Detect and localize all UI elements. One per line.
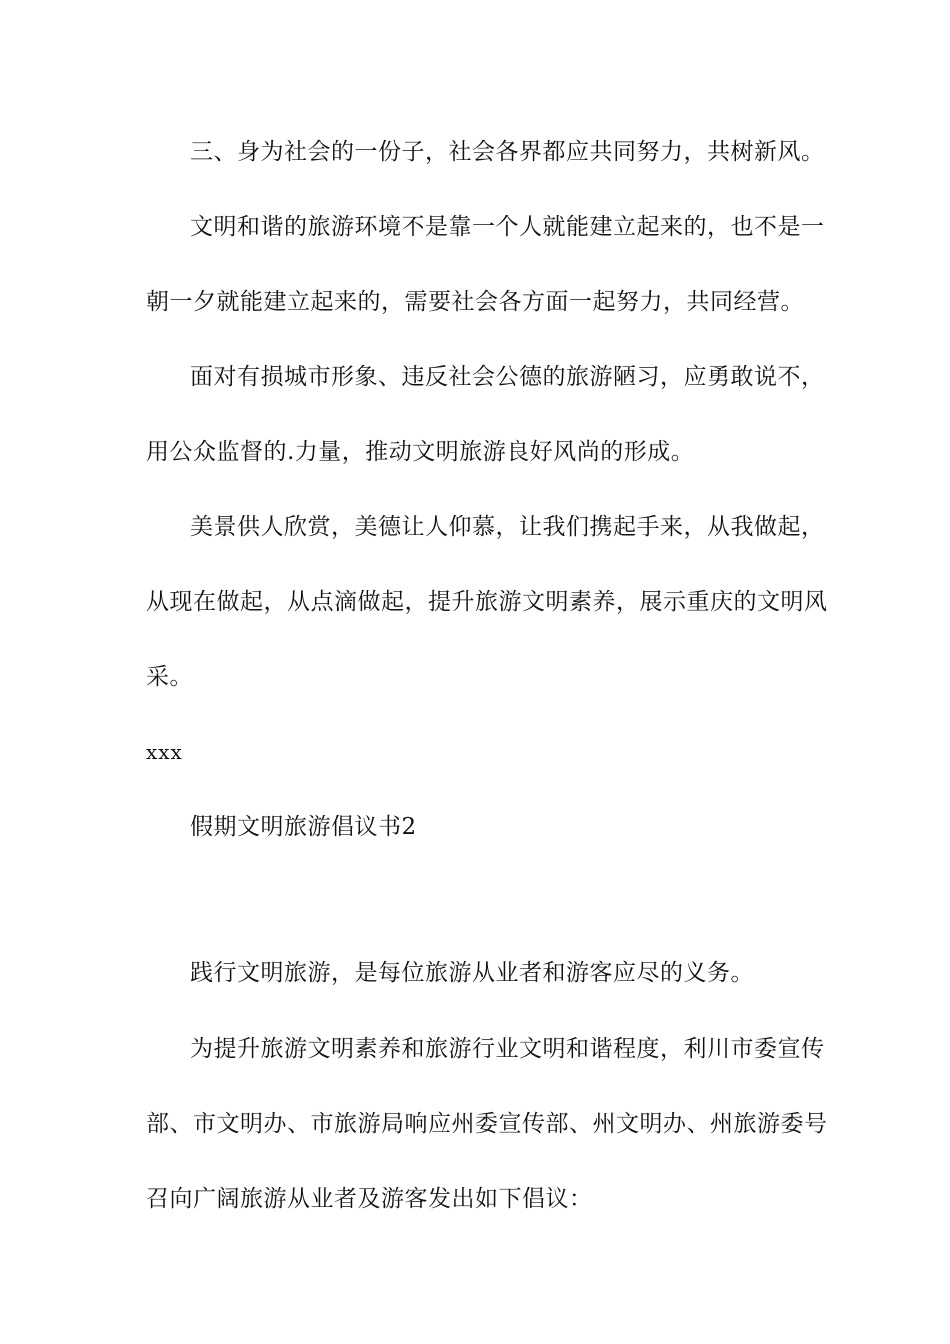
paragraph-line: 采。 xyxy=(146,664,193,690)
paragraph-line: 践行文明旅游，是每位旅游从业者和游客应尽的义务。 xyxy=(190,960,754,986)
paragraph-line: 用公众监督的.力量，推动文明旅游良好风尚的形成。 xyxy=(146,439,695,465)
signature-line: xxx xyxy=(146,740,183,764)
paragraph-line: 从现在做起，从点滴做起，提升旅游文明素养，展示重庆的文明风 xyxy=(146,589,828,615)
paragraph-line: 朝一夕就能建立起来的，需要社会各方面一起努力，共同经营。 xyxy=(146,289,804,315)
paragraph-line: 召向广阔旅游从业者及游客发出如下倡议： xyxy=(146,1186,593,1212)
document-title: 假期文明旅游倡议书2 xyxy=(190,814,417,840)
paragraph-line: 三、身为社会的一份子，社会各界都应共同努力，共树新风。 xyxy=(190,139,825,165)
paragraph-line: 为提升旅游文明素养和旅游行业文明和谐程度，利川市委宣传 xyxy=(190,1036,825,1062)
paragraph-line: 美景供人欣赏，美德让人仰慕，让我们携起手来，从我做起， xyxy=(190,514,825,540)
paragraph-line: 部、市文明办、市旅游局响应州委宣传部、州文明办、州旅游委号 xyxy=(146,1111,828,1137)
paragraph-line: 文明和谐的旅游环境不是靠一个人就能建立起来的，也不是一 xyxy=(190,214,825,240)
paragraph-line: 面对有损城市形象、违反社会公德的旅游陋习，应勇敢说不， xyxy=(190,364,825,390)
